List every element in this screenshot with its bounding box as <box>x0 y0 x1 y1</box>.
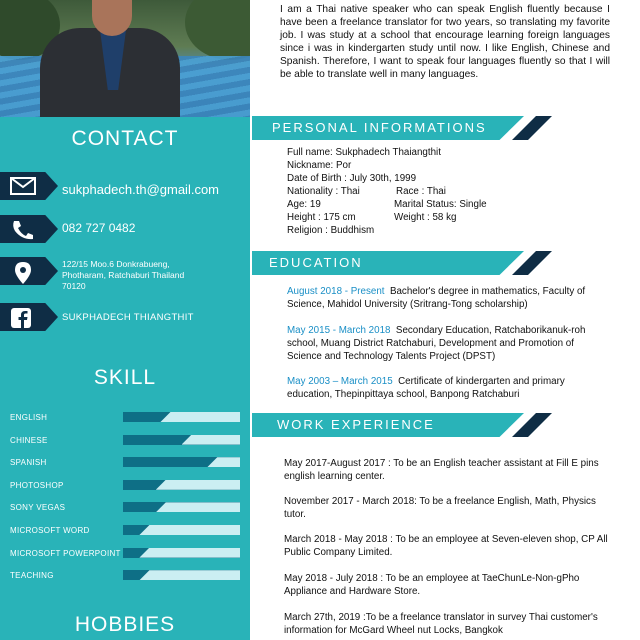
religion: Religion : Buddhism <box>287 225 375 236</box>
skill-row <box>0 411 250 425</box>
date-of-birth: Date of Birth : July 30th, 1999 <box>287 173 417 184</box>
personal-section-header <box>252 116 552 140</box>
skill-level-fill <box>156 480 240 490</box>
skill-level-bar <box>123 435 240 445</box>
contact-heading: CONTACT <box>71 127 179 150</box>
education-text: Bachelor's degree in mathematics, Faculty of Science, Mahidol University (Sritrang-Tong scholarship) <box>287 286 586 310</box>
skill-level-fill <box>139 525 240 535</box>
education-title: EDUCATION <box>269 255 363 270</box>
education-date: August 2018 - Present <box>287 286 385 297</box>
skill-name: TEACHING <box>10 571 54 581</box>
skill-name: MICROSOFT POWERPOINT <box>10 548 121 558</box>
work-item: March 2018 - May 2018 : To be an employee at Seven-eleven shop, CP All Public Company Limited. <box>284 534 608 558</box>
age: Age: 19 <box>287 199 321 210</box>
skill-level-bar <box>123 525 240 535</box>
full-name: Full name: Sukphadech Thaiangthit <box>287 147 441 158</box>
height: Height : 175 cm <box>287 212 356 223</box>
skill-level-bar <box>123 502 240 512</box>
skill-row <box>0 501 250 515</box>
race: Race : Thai <box>396 186 446 197</box>
work-section-header <box>252 413 552 437</box>
education-text: Secondary Education, Ratchaborikanuk-roh school, Muang District Ratchaburi, Development and Promotion of Science and Technology Talents Project (DPST) <box>287 325 586 362</box>
contact-address <box>0 257 250 293</box>
education-text: Certificate of kindergarten and primary education, Thepinpittaya school, Banpong Ratchaburi <box>287 376 565 400</box>
work-title: WORK EXPERIENCE <box>277 417 435 432</box>
location-pin-icon <box>10 261 36 281</box>
skill-row <box>0 456 250 470</box>
education-item <box>287 285 610 311</box>
skill-name: ENGLISH <box>10 413 48 422</box>
nickname: Nickname: Por <box>287 160 352 171</box>
address-text <box>62 259 184 292</box>
address-line-1: 122/15 Moo.6 Donkrabueng, <box>62 259 170 269</box>
weight: Weight : 58 kg <box>394 212 457 223</box>
envelope-icon <box>10 176 36 196</box>
education-date: May 2003 – March 2015 <box>287 376 393 387</box>
skill-name: CHINESE <box>10 435 48 445</box>
skill-level-bar <box>123 457 240 467</box>
skill-name: MICROSOFT WORD <box>10 526 90 535</box>
personal-title: PERSONAL INFORMATIONS <box>272 120 487 135</box>
skill-row <box>0 524 250 538</box>
education-item <box>287 375 610 401</box>
skill-name: PHOTOSHOP <box>10 480 64 490</box>
about-paragraph: I am a Thai native speaker who can speak English fluently because I have been a freelance translator for two years, so translating my favorite job. I was study at a school that encourage learning foreign languages since i was in kindergarten study until now. I like English, Chinese and Spanish. Therefore, I want to speak four languages fluently so that I will be able to translate well in many languages. <box>280 4 610 80</box>
address-line-2: Photharam, Ratchaburi Thailand <box>62 270 185 280</box>
skill-level-fill <box>182 435 241 445</box>
skill-level-fill <box>160 412 240 422</box>
work-item: May 2017-August 2017 : To be an English teacher assistant at Fill E pins english learning center. <box>284 458 599 482</box>
hobbies-heading: HOBBIES <box>74 613 176 636</box>
work-item: November 2017 - March 2018: To be a freelance English, Math, Physics tutor. <box>284 496 596 520</box>
skill-row <box>0 569 250 583</box>
education-section-header <box>252 251 552 275</box>
skill-heading: SKILL <box>93 366 157 389</box>
skill-level-fill <box>139 570 240 580</box>
skill-level-fill <box>156 502 240 512</box>
skill-level-fill <box>207 457 240 467</box>
education-date: May 2015 - March 2018 <box>287 325 391 336</box>
skill-name: SPANISH <box>10 458 47 468</box>
skill-level-bar <box>123 412 240 422</box>
work-item: May 2018 - July 2018 : To be an employee at TaeChunLe-Non-gPho Appliance and Hardware Store. <box>284 573 580 597</box>
marital-status: Marital Status: Single <box>394 199 487 210</box>
contact-email <box>0 172 250 200</box>
phone-icon <box>10 219 36 239</box>
address-line-3: 70120 <box>62 281 86 291</box>
work-item: March 27th, 2019 :To be a freelance translator in survey Thai customer's information for McGard Wheel nut Locks, Bangkok <box>284 612 598 636</box>
skill-level-bar <box>123 570 240 580</box>
facebook-text[interactable]: SUKPHADECH THIANGTHIT <box>62 312 194 323</box>
skill-level-fill <box>139 548 240 558</box>
profile-photo <box>0 0 250 117</box>
contact-facebook <box>0 303 250 331</box>
skill-name: SONY VEGAS <box>10 503 66 513</box>
skill-level-bar <box>123 548 240 558</box>
nationality: Nationality : Thai <box>287 186 360 197</box>
skill-row <box>0 479 250 493</box>
facebook-icon <box>10 307 36 327</box>
left-sidebar <box>0 0 250 640</box>
contact-phone <box>0 215 250 243</box>
phone-text[interactable]: 082 727 0482 <box>62 221 136 235</box>
skill-level-bar <box>123 480 240 490</box>
education-item <box>287 324 610 363</box>
email-text[interactable]: sukphadech.th@gmail.com <box>62 182 219 197</box>
skill-row <box>0 547 250 561</box>
skill-row <box>0 434 250 448</box>
